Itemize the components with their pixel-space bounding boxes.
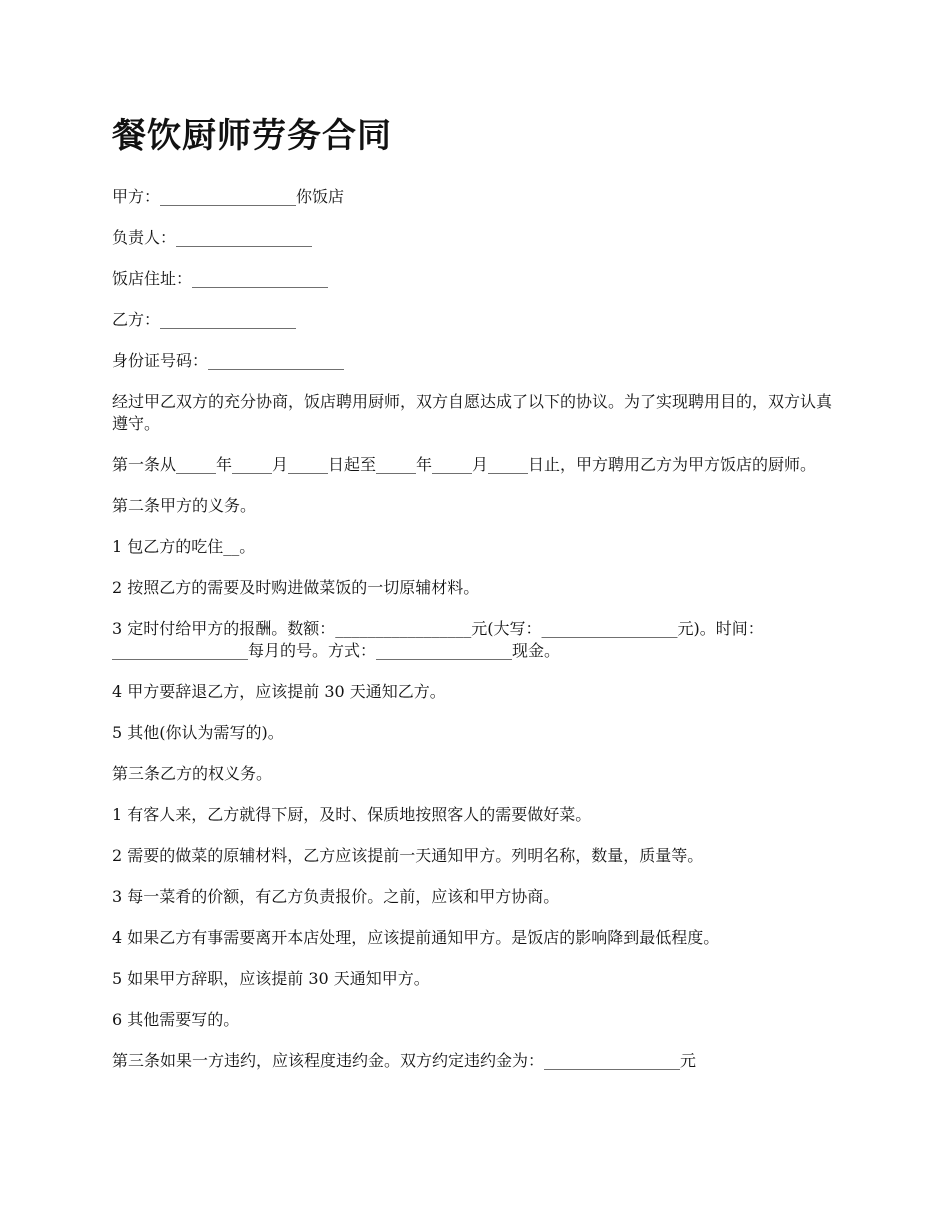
article-2-item-4: 4 甲方要辞退乙方，应该提前 30 天通知乙方。	[112, 682, 446, 701]
article-3-item-5: 5 如果甲方辞职，应该提前 30 天通知甲方。	[112, 969, 430, 988]
document-title: 餐饮厨师劳务合同	[112, 116, 392, 156]
article-2-item-1: 1 包乙方的吃住__。	[112, 537, 256, 556]
article-1: 第一条从_____年_____月_____日起至_____年_____月_____日止，甲方聘用乙方为甲方饭店的厨师。	[112, 455, 817, 474]
responsible-person-line: 负责人：_________________	[112, 228, 313, 247]
document-page	[112, 112, 842, 1091]
article-3-item-3: 3 每一菜肴的价额，有乙方负责报价。之前，应该和甲方协商。	[112, 887, 560, 906]
article-2-item-2: 2 按照乙方的需要及时购进做菜饭的一切原辅材料。	[112, 578, 480, 597]
article-2-item-3: 3 定时付给甲方的报酬。数额：_________________元(大写：_________________元)。时间：_________________每月的号。方式：_________________现金。	[112, 619, 764, 660]
intro-paragraph: 经过甲乙双方的充分协商，饭店聘用厨师，双方自愿达成了以下的协议。为了实现聘用目的，双方认真遵守。	[112, 392, 833, 433]
article-3-item-2: 2 需要的做菜的原辅材料，乙方应该提前一天通知甲方。列明名称，数量，质量等。	[112, 846, 704, 865]
article-3-item-6: 6 其他需要写的。	[112, 1010, 240, 1029]
article-2-item-5: 5 其他(你认为需写的)。	[112, 723, 284, 742]
article-3-item-1: 1 有客人来，乙方就得下厨，及时、保质地按照客人的需要做好菜。	[112, 805, 592, 824]
article-2-heading: 第二条甲方的义务。	[112, 496, 257, 515]
article-3-item-4: 4 如果乙方有事需要离开本店处理，应该提前通知甲方。是饭店的影响降到最低程度。	[112, 928, 720, 947]
article-3-heading: 第三条乙方的权义务。	[112, 764, 273, 783]
party-b-line: 乙方：_________________	[112, 310, 297, 329]
breach-clause: 第三条如果一方违约，应该程度违约金。双方约定违约金为：_________________元	[112, 1051, 697, 1070]
id-number-line: 身份证号码：_________________	[112, 351, 345, 370]
restaurant-address-line: 饭店住址：_________________	[112, 269, 329, 288]
party-a-line: 甲方：_________________你饭店	[112, 187, 345, 206]
